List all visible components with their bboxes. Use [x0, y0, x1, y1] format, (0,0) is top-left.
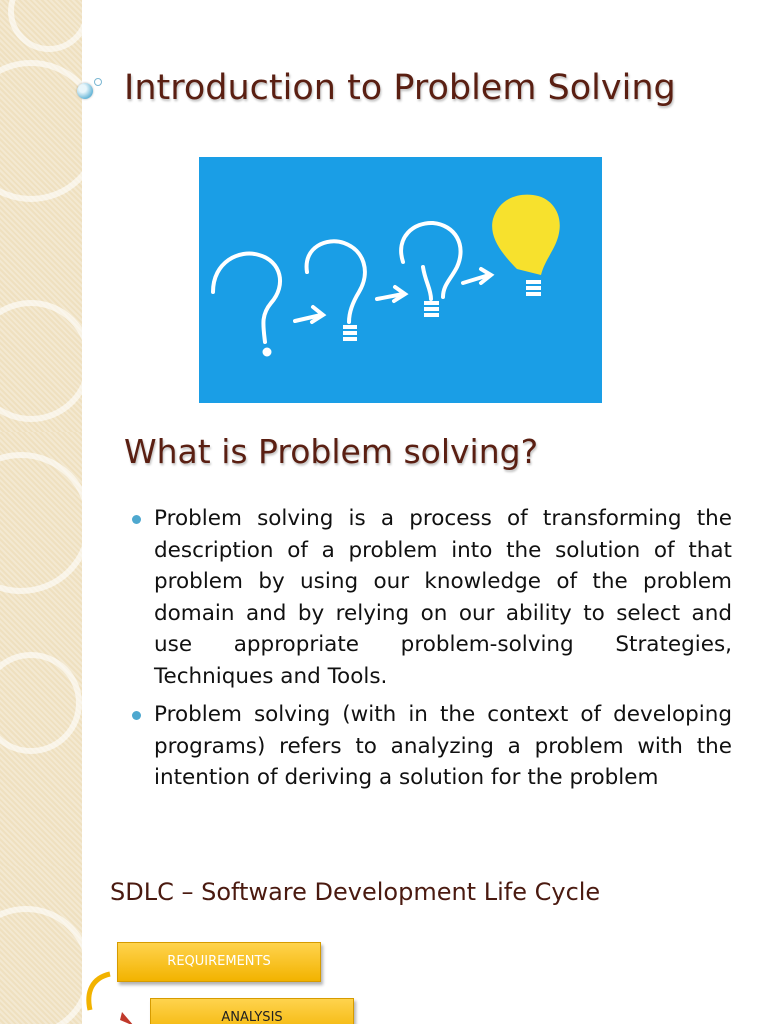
sdlc-step-requirements: REQUIREMENTS	[117, 942, 321, 982]
sdlc-step-analysis: ANALYSIS	[150, 998, 354, 1024]
title-bullet-small-icon	[94, 78, 102, 86]
list-item: Problem solving (with in the context of developing programs) refers to analyzing a problem with the intention of deriving a solution for the problem	[130, 699, 732, 794]
title-bullet-icon	[77, 83, 93, 99]
decorative-strip	[0, 0, 82, 432]
slide-3	[0, 866, 768, 1024]
slide-3-title: SDLC – Software Development Life Cycle	[110, 878, 601, 906]
decorative-strip	[0, 432, 82, 866]
bullet-icon	[132, 515, 141, 524]
slide-2-title: What is Problem solving?	[124, 432, 539, 471]
problem-solving-illustration	[199, 157, 602, 403]
decorative-strip	[0, 866, 82, 1024]
question-marks-to-lightbulb-icon	[199, 157, 602, 403]
definition-list	[130, 503, 732, 801]
bullet-icon	[132, 711, 141, 720]
list-item: Problem solving is a process of transforming the description of a problem into the solution of that problem by using our knowledge of the problem domain and by relying on our ability to select and use appropriate problem-solving Strategies, Techniques and Tools.	[130, 503, 732, 692]
slide-1-title: Introduction to Problem Solving	[124, 68, 676, 108]
slide-1	[0, 0, 768, 432]
